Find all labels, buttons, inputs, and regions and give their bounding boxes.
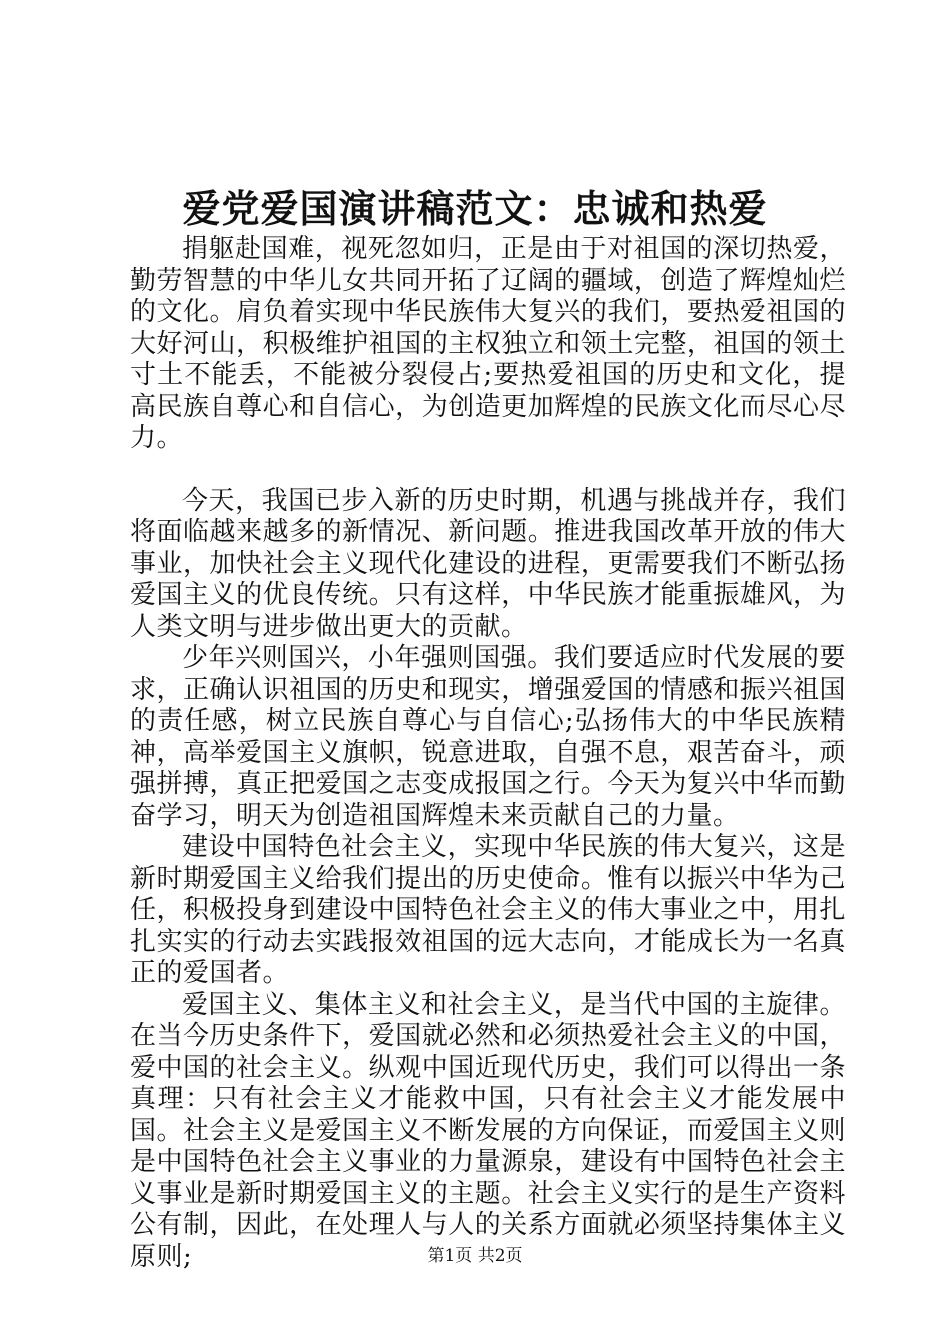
page-footer: 第1页 共2页 (427, 1246, 523, 1266)
document-title: 爱党爱国演讲稿范文：忠诚和热爱 (182, 186, 768, 231)
document-body (130, 234, 846, 1273)
paragraph: 建设中国特色社会主义，实现中华民族的伟大复兴，这是新时期爱国主义给我们提出的历史使命。惟有以振兴中华为己任，积极投身到建设中国特色社会主义的伟大事业之中，用扎扎实实的行动去实践报效祖国的远大志向，才能成长为一名真正的爱国者。 (130, 832, 846, 988)
paragraph: 爱国主义、集体主义和社会主义，是当代中国的主旋律。在当今历史条件下，爱国就必然和必须热爱社会主义的中国，爱中国的社会主义。纵观中国近现代历史，我们可以得出一条真理：只有社会主义才能救中国，只有社会主义才能发展中国。社会主义是爱国主义不断发展的方向保证，而爱国主义则是中国特色社会主义事业的力量源泉，建设有中国特色社会主义事业是新时期爱国主义的主题。社会主义实行的是生产资料公有制，因此，在处理人与人的关系方面就必须坚持集体主义原则; (130, 989, 846, 1272)
paragraph: 捐躯赴国难，视死忽如归，正是由于对祖国的深切热爱，勤劳智慧的中华儿女共同开拓了辽阔的疆域，创造了辉煌灿烂的文化。肩负着实现中华民族伟大复兴的我们，要热爱祖国的大好河山，积极维护祖国的主权独立和领土完整，祖国的领土寸土不能丢，不能被分裂侵占;要热爱祖国的历史和文化，提高民族自尊心和自信心，为创造更加辉煌的民族文化而尽心尽力。 (130, 234, 846, 453)
paragraph: 今天，我国已步入新的历史时期，机遇与挑战并存，我们将面临越来越多的新情况、新问题。推进我国改革开放的伟大事业，加快社会主义现代化建设的进程，更需要我们不断弘扬爱国主义的优良传统。只有这样，中华民族才能重振雄风，为人类文明与进步做出更大的贡献。 (130, 485, 846, 642)
paragraph: 少年兴则国兴，小年强则国强。我们要适应时代发展的要求，正确认识祖国的历史和现实，增强爱国的情感和振兴祖国的责任感，树立民族自尊心与自信心;弘扬伟大的中华民族精神，高举爱国主义旗帜，锐意进取，自强不息，艰苦奋斗，顽强拼搏，真正把爱国之志变成报国之行。今天为复兴中华而勤奋学习，明天为创造祖国辉煌未来贡献自己的力量。 (130, 643, 846, 831)
